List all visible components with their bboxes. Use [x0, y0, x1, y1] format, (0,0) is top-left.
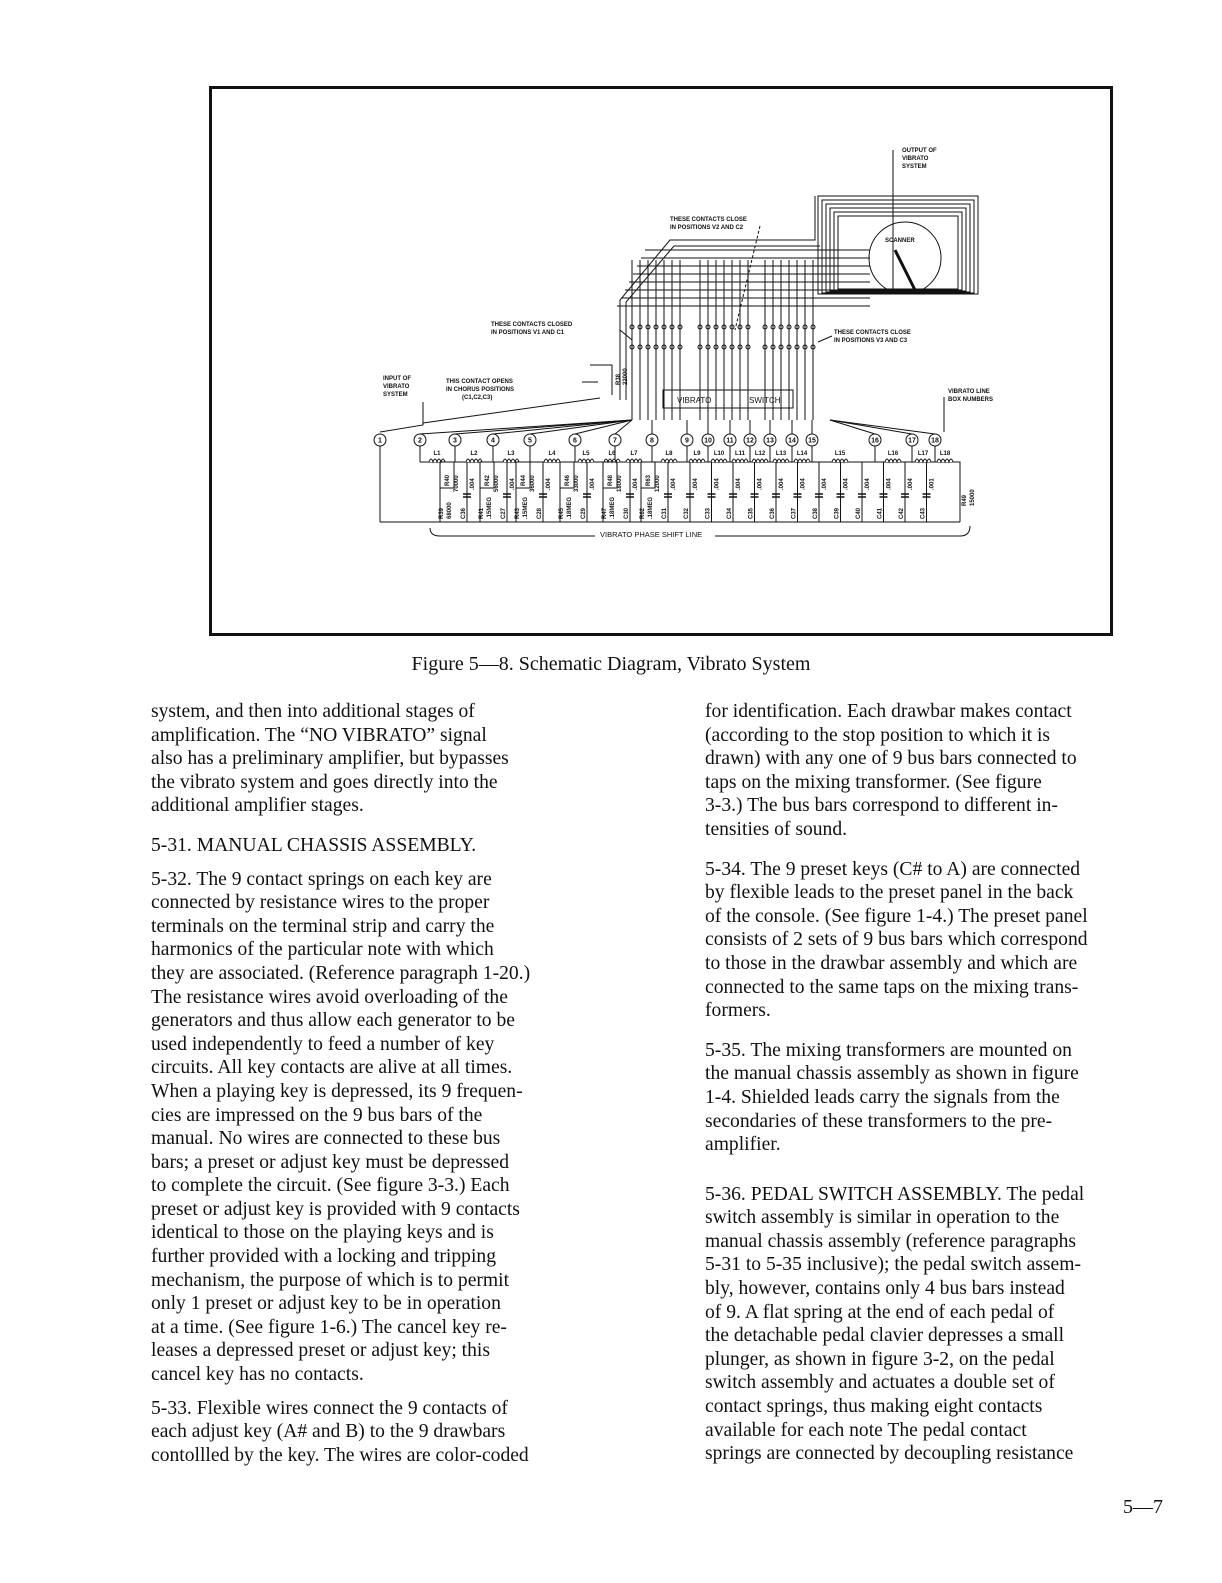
node-number-9: 9 [685, 437, 689, 445]
paragraph-5-35: 5-35. The mixing transformers are mounted on the manual chassis assembly as shown in figure 1-4. Shielded leads carry the signals from the secondaries of these transformers to the pre- amplifier. [705, 1039, 1079, 1156]
upper-resistor-label: R40 [445, 474, 451, 486]
input-label-1: INPUT OF [383, 376, 411, 382]
contacts-v3-label-1: THESE CONTACTS CLOSE [834, 330, 911, 336]
coil-label: L16 [887, 451, 899, 457]
coil-icon [626, 459, 642, 462]
page-number: 5—7 [1123, 1496, 1163, 1518]
capacitor-value: .004 [757, 478, 764, 490]
chorus-label-3: (C1,C2,C3) [462, 395, 493, 401]
node-lead-wire [493, 420, 632, 434]
node-number-14: 14 [788, 437, 796, 445]
line-box-label-2: BOX NUMBERS [948, 397, 994, 403]
coil-label: L15 [834, 451, 846, 457]
capacitor-label: C35 [748, 507, 755, 519]
lower-resistor-label: R62 [640, 507, 646, 519]
coil-icon [544, 459, 560, 462]
coil-icon [794, 459, 810, 462]
coil-label: L12 [754, 451, 766, 457]
input-wire [380, 402, 423, 432]
capacitor-label: C36 [770, 507, 776, 519]
coil-label: L13 [775, 451, 787, 457]
coil-label: L14 [796, 451, 808, 457]
contacts-v1-label-1: THESE CONTACTS CLOSED [491, 322, 573, 328]
capacitor-label: C43 [920, 507, 927, 519]
node-number-4: 4 [491, 437, 495, 445]
capacitor-label: C27 [501, 507, 507, 519]
lower-resistor-value: .18MEG [648, 496, 654, 519]
switch-label: SWITCH [749, 396, 781, 405]
figure-caption: Figure 5—8. Schematic Diagram, Vibrato System [411, 653, 811, 675]
capacitor-label: C40 [856, 507, 862, 519]
node-number-3: 3 [453, 437, 457, 445]
node-number-7: 7 [613, 437, 617, 445]
paragraph-5-34: 5-34. The 9 preset keys (C# to A) are connected by flexible leads to the preset panel in the back of the console. (See figure 1-4.) The preset panel consists of 2 sets of 9 bus bars which correspond to those in the drawbar assembly and which are connected to the same taps on the mixing trans- formers. [705, 858, 1088, 1022]
coil-icon [732, 459, 748, 462]
coil-icon [752, 459, 768, 462]
upper-resistor-label: R44 [521, 474, 527, 486]
coil-icon [689, 459, 705, 462]
leader-line [818, 336, 832, 342]
output-label-1: OUTPUT OF [902, 148, 937, 154]
capacitor-value: .004 [546, 478, 552, 490]
lower-resistor-value: .15MEG [487, 496, 493, 519]
scanner-bus-wire [818, 196, 978, 294]
capacitor-label: C33 [705, 507, 712, 519]
coil-icon [915, 459, 931, 462]
coil-icon [773, 459, 789, 462]
node-number-6: 6 [573, 437, 577, 445]
vibrato-switch-label: VIBRATO [677, 396, 712, 405]
paragraph-5-36: 5-36. PEDAL SWITCH ASSEMBLY. The pedal switch assembly is similar in operation to the manual chassis assembly (reference paragraphs 5-31 to 5-35 inclusive); the pedal switch assem- bly, however, contains only 4 bus bars instead of 9. A flat spring at the end of each pedal of the detachable pedal clavier depresses a small plunger, as shown in figure 3-2, on the pedal switch assembly and actuates a double set of contact springs, thus making eight contacts available for each note The pedal contact springs are connected by decoupling resistance [705, 1183, 1085, 1465]
chorus-label-2: IN CHORUS POSITIONS [446, 387, 515, 393]
coil-icon [711, 459, 727, 462]
scanner-label: SCANNER [885, 238, 915, 244]
paragraph-continuation: system, and then into additional stages of amplification. The “NO VIBRATO” signal also has a preliminary amplifier, but bypasses the vibrato system and goes directly into the additional amplifier stages. [151, 701, 509, 817]
upper-resistor-label: R48 [608, 474, 614, 486]
upper-resistor-value: 18000 [617, 475, 623, 492]
coil-icon [832, 459, 848, 462]
node-number-5: 5 [528, 437, 532, 445]
upper-resistor-value: 36000 [530, 475, 536, 492]
coil-label: L6 [608, 451, 616, 457]
coil-icon [578, 459, 594, 462]
upper-resistor-label: R63 [646, 474, 652, 486]
left-text-column [151, 700, 621, 1467]
node-number-17: 17 [908, 437, 916, 445]
contacts-v2-label-2: IN POSITIONS V2 AND C2 [670, 225, 744, 231]
lower-resistor-value: .18MEG [610, 496, 616, 519]
coil-icon [661, 459, 677, 462]
upper-resistor-value: 70000 [454, 475, 460, 492]
ground-wire [590, 365, 612, 395]
capacitor-value: .004 [736, 478, 742, 490]
lower-resistor-value: 68000 [447, 502, 453, 519]
paragraph-5-33-continued: for identification. Each drawbar makes contact (according to the stop position to which it is drawn) with any one of 9 bus bars connected to taps on the mixing transformer. (See figure 3-3.) The bus bars correspond to different in- tensities of sound. [705, 701, 1077, 840]
r38-label: R38 [616, 373, 622, 385]
upper-resistor-value: 56000 [494, 475, 500, 492]
lower-resistor-label: R39 [439, 507, 445, 519]
capacitor-label: C38 [813, 507, 819, 519]
node-number-12: 12 [746, 437, 754, 445]
line-box-label-1: VIBRATO LINE [948, 389, 990, 395]
lower-resistor-value: .15MEG [523, 496, 529, 519]
node-number-18: 18 [931, 437, 939, 445]
coil-label: L3 [507, 451, 515, 457]
coil-label: L8 [665, 451, 673, 457]
upper-resistor-value: 12000 [655, 475, 661, 492]
scanner-bus-wire [838, 216, 958, 289]
coil-label: L5 [582, 451, 590, 457]
output-label-2: VIBRATO [902, 156, 929, 162]
paragraph-5-32: 5-32. The 9 contact springs on each key are connected by resistance wires to the proper terminals on the terminal strip and carry the harmonics of the particular note with which they are associated. (Reference paragraph 1-20.) The resistance wires avoid overloading of the generators and thus allow each generator to be used independently to feed a number of key circuits. All key contacts are alive at all times. When a playing key is depressed, its 9 frequen- cies are impressed on the 9 bus bars of the manual. No wires are connected to these bus bars; a preset or adjust key must be depressed to complete the circuit. (See figure 3-3.) Each preset or adjust key is provided with 9 contacts identical to those on the playing keys and is further provided with a locking and tripping mechanism, the purpose of which is to permit only 1 preset or adjust key to be in operation at a time. (See figure 1-6.) The cancel key re- leases a depressed preset or adjust key; this cancel key has no contacts. [151, 868, 531, 1386]
coil-icon [937, 459, 953, 462]
capacitor-value: .004 [886, 478, 893, 490]
coil-label: L4 [548, 451, 556, 457]
capacitor-label: C28 [537, 507, 543, 519]
lower-resistor-value: .18MEG [567, 496, 573, 519]
capacitor-label: C42 [899, 507, 905, 519]
capacitor-label: C29 [581, 507, 587, 519]
lower-resistor-label: R41 [479, 507, 485, 519]
contacts-v1-label-2: IN POSITIONS V1 AND C1 [491, 330, 565, 336]
capacitor-label: C34 [727, 507, 733, 519]
coil-icon [885, 459, 901, 462]
lower-resistor-label: R45 [559, 507, 565, 519]
capacitor-label: C37 [791, 507, 798, 519]
phase-shift-line-label: VIBRATO PHASE SHIFT LINE [600, 530, 703, 539]
coil-label: L7 [630, 451, 638, 457]
node-number-10: 10 [704, 437, 712, 445]
capacitor-label: C41 [877, 507, 884, 519]
node-number-2: 2 [418, 437, 422, 445]
capacitor-value: .004 [671, 478, 677, 490]
capacitor-value: .004 [633, 478, 639, 490]
lead-wire [626, 246, 820, 400]
capacitor-value: .004 [908, 478, 914, 490]
input-wire [423, 398, 600, 423]
capacitor-value: .004 [800, 478, 807, 490]
capacitor-value: .004 [865, 478, 871, 490]
capacitor-value: .004 [779, 478, 785, 490]
paragraph-5-33: 5-33. Flexible wires connect the 9 contacts of each adjust key (A# and B) to the 9 drawbars contollled by the key. The wires are color-coded [151, 1397, 529, 1466]
upper-resistor-label: R42 [485, 474, 491, 486]
capacitor-label: C32 [684, 507, 690, 519]
capacitor-value: .004 [470, 478, 476, 490]
input-label-3: SYSTEM [383, 392, 408, 398]
scanner-bus-wire [834, 212, 962, 290]
capacitor-value: .004 [843, 478, 850, 490]
capacitor-value: .004 [714, 478, 721, 490]
node-number-16: 16 [871, 437, 879, 445]
scanner-rotor [895, 250, 915, 290]
output-label-3: SYSTEM [902, 164, 927, 170]
coil-label: L10 [713, 451, 725, 457]
right-text-column [705, 700, 1175, 1466]
r38-value: 22000 [623, 368, 629, 385]
capacitor-label: C31 [662, 507, 668, 519]
coil-label: L1 [433, 451, 441, 457]
phase-shift-line-components [374, 420, 976, 536]
capacitor-label: C39 [834, 507, 841, 519]
scanner-bus-wire [822, 200, 974, 293]
capacitor-value: .004 [822, 478, 828, 490]
coil-label: L18 [939, 451, 951, 457]
coil-label: L9 [693, 451, 701, 457]
node-number-8: 8 [650, 437, 654, 445]
node-number-1: 1 [378, 437, 382, 445]
node-number-11: 11 [726, 437, 734, 445]
capacitor-value: .004 [590, 478, 596, 490]
coil-label: L2 [470, 451, 478, 457]
capacitor-value: .004 [693, 478, 699, 490]
upper-resistor-value: 33000 [574, 475, 580, 492]
scanner-icon [869, 222, 941, 294]
capacitor-value: .001 [929, 478, 936, 490]
coil-label: L17 [917, 451, 929, 457]
lower-resistor-label: R47 [602, 507, 608, 519]
contacts-v3-label-2: IN POSITIONS V3 AND C3 [834, 338, 908, 344]
terminator-resistor-label: R49 [962, 494, 968, 506]
coil-label: L11 [734, 451, 746, 457]
node-lead-wire [830, 420, 935, 434]
node-number-15: 15 [808, 437, 816, 445]
scanner-bus-wire [826, 204, 970, 292]
terminator-resistor-value: 15000 [970, 489, 976, 506]
contacts-v2-label-1: THESE CONTACTS CLOSE [670, 217, 747, 223]
capacitor-label: C30 [624, 507, 630, 519]
upper-resistor-label: R46 [565, 474, 571, 486]
section-heading-5-31: 5-31. MANUAL CHASSIS ASSEMBLY. [151, 834, 477, 856]
chorus-label-1: THIS CONTACT OPENS [446, 379, 513, 385]
lower-resistor-label: R43 [515, 507, 521, 519]
input-label-2: VIBRATO [383, 384, 410, 390]
capacitor-label: C36 [461, 507, 467, 519]
node-number-13: 13 [766, 437, 774, 445]
capacitor-value: .004 [510, 478, 516, 490]
